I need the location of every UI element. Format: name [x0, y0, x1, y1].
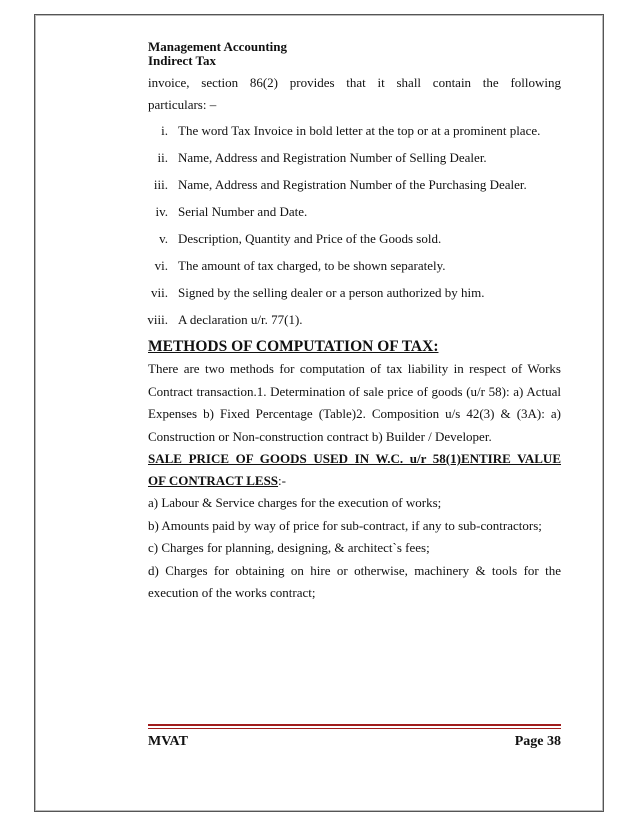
document-body — [148, 72, 561, 605]
list-item-text: Signed by the selling dealer or a person authorized by him. — [178, 285, 485, 300]
list-item-number: v. — [159, 231, 168, 246]
list-item-text: Serial Number and Date. — [178, 204, 308, 219]
list-item — [148, 282, 561, 304]
deduction-item: a) Labour & Service charges for the execution of works; — [148, 495, 442, 510]
list-item-number: vi. — [154, 258, 168, 273]
list-item-text: The word Tax Invoice in bold letter at the top or at a prominent place. — [178, 123, 541, 138]
list-item-number: ii. — [157, 150, 168, 165]
list-item-text: Name, Address and Registration Number of the Purchasing Dealer. — [178, 177, 527, 192]
sale-price-subheading: SALE PRICE OF GOODS USED IN W.C. u/r 58(1)ENTIRE VALUE — [148, 451, 561, 466]
methods-paragraph: There are two methods for computation of tax liability in respect of Works Contract transaction.1. Determination of sale price of goods (u/r 58): a) Actual Expenses b) Fixed Percentage (Table)2. Composition u/s 42(3) & (3A): a) Construction or Non-construction contract b) Builder / Developer. — [148, 361, 561, 444]
invoice-particulars-list — [148, 120, 561, 331]
sale-price-subheading-tail: :- — [278, 473, 286, 488]
deduction-item: d) Charges for obtaining on hire or otherwise, machinery & tools for the execution of the works contract; — [148, 562, 561, 600]
page-footer — [148, 734, 561, 750]
intro-line-1: invoice, section 86(2) provides that it shall contain the following — [148, 75, 561, 90]
section-heading-methods: METHODS OF COMPUTATION OF TAX: — [148, 338, 439, 355]
sale-price-subheading-part2: OF CONTRACT LESS — [148, 473, 279, 488]
list-item — [148, 255, 561, 277]
list-item-number: iv. — [155, 204, 168, 219]
deduction-item: c) Charges for planning, designing, & architect`s fees; — [148, 540, 430, 555]
list-item — [148, 120, 561, 142]
list-item-number: i. — [161, 123, 168, 138]
header-topic: Indirect Tax — [148, 53, 217, 68]
footer-title: MVAT — [148, 734, 188, 749]
header-subject: Management Accounting — [148, 39, 288, 54]
list-item-number: viii. — [147, 312, 168, 327]
list-item — [148, 201, 561, 223]
list-item — [148, 147, 561, 169]
page-number: Page 38 — [514, 734, 561, 749]
list-item-text: Description, Quantity and Price of the Goods sold. — [178, 231, 442, 246]
page-header — [148, 40, 287, 68]
list-item-text: The amount of tax charged, to be shown separately. — [178, 258, 446, 273]
list-item-number: vii. — [151, 285, 168, 300]
list-item — [148, 174, 561, 196]
footer-rule-thin — [148, 728, 561, 729]
list-item-text: Name, Address and Registration Number of Selling Dealer. — [178, 150, 487, 165]
footer-rule — [148, 724, 561, 726]
intro-line-2: particulars: – — [148, 97, 217, 112]
sale-price-subheading-cont — [148, 470, 561, 492]
list-item — [148, 228, 561, 250]
list-item-text: A declaration u/r. 77(1). — [178, 312, 303, 327]
deduction-item: b) Amounts paid by way of price for sub-contract, if any to sub-contractors; — [148, 517, 542, 533]
list-item-number: iii. — [153, 177, 168, 192]
list-item — [148, 309, 561, 331]
